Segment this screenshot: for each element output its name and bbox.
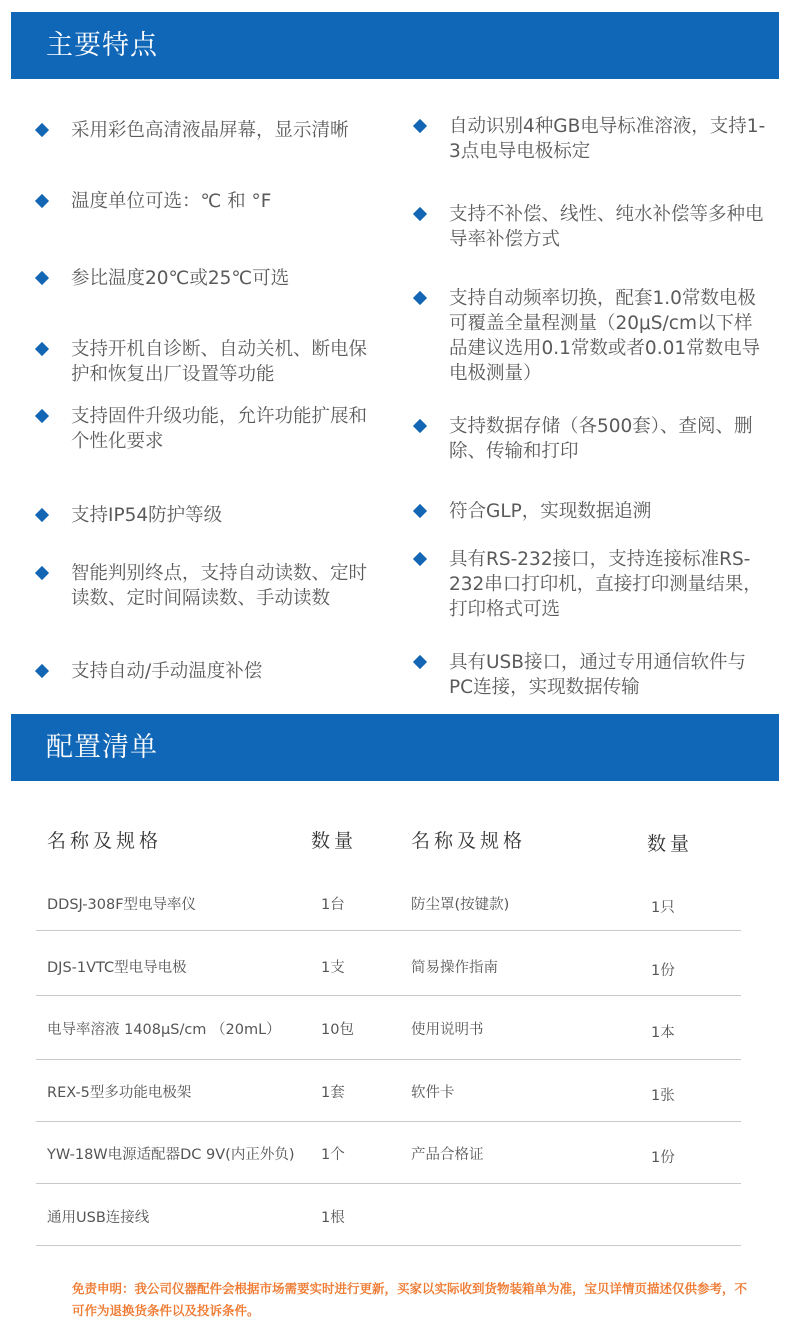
diamond-bullet-icon bbox=[35, 123, 49, 137]
diamond-bullet-icon bbox=[413, 504, 427, 518]
row-divider bbox=[36, 930, 741, 931]
feature-text: 自动识别4种GB电导标准溶液，支持1-3点电导电极标定 bbox=[449, 116, 766, 162]
diamond-bullet-icon bbox=[413, 291, 427, 305]
feature-text: 智能判别终点，支持自动读数、定时读数、定时间隔读数、手动读数 bbox=[71, 563, 368, 609]
table-cell-qty: 1本 bbox=[651, 1025, 675, 1041]
diamond-bullet-icon bbox=[413, 207, 427, 221]
table-cell-name: REX-5型多功能电极架 bbox=[47, 1085, 192, 1101]
header-name-left: 名称及规格 bbox=[47, 830, 163, 852]
feature-text: 温度单位可选：℃ 和 °F bbox=[71, 191, 272, 212]
diamond-bullet-icon bbox=[35, 271, 49, 285]
config-title: 配置清单 bbox=[46, 732, 158, 763]
feature-text: 具有USB接口，通过专用通信软件与PC连接，实现数据传输 bbox=[449, 652, 746, 698]
table-cell-name: 使用说明书 bbox=[411, 1022, 484, 1038]
feature-text: 支持自动/手动温度补偿 bbox=[71, 661, 263, 682]
diamond-bullet-icon bbox=[413, 655, 427, 669]
table-cell-qty: 1份 bbox=[651, 1150, 675, 1166]
table-cell-qty: 1套 bbox=[321, 1085, 345, 1101]
row-divider bbox=[36, 1245, 741, 1246]
table-cell-qty: 1台 bbox=[321, 897, 345, 913]
diamond-bullet-icon bbox=[35, 194, 49, 208]
diamond-bullet-icon bbox=[35, 409, 49, 423]
features-title: 主要特点 bbox=[46, 30, 158, 61]
feature-text: 符合GLP，实现数据追溯 bbox=[449, 501, 652, 522]
feature-text: 支持IP54防护等级 bbox=[71, 505, 223, 526]
diamond-bullet-icon bbox=[35, 664, 49, 678]
row-divider bbox=[36, 1059, 741, 1060]
diamond-bullet-icon bbox=[413, 552, 427, 566]
table-cell-name: 简易操作指南 bbox=[411, 960, 498, 976]
table-cell-qty: 1份 bbox=[651, 963, 675, 979]
feature-text: 采用彩色高清液晶屏幕，显示清晰 bbox=[71, 120, 349, 141]
feature-text: 具有RS-232接口，支持连接标准RS-232串口打印机，直接打印测量结果，打印格式可选 bbox=[449, 549, 762, 620]
header-name-right: 名称及规格 bbox=[411, 830, 527, 852]
diamond-bullet-icon bbox=[413, 419, 427, 433]
table-cell-name: 产品合格证 bbox=[411, 1147, 484, 1163]
diamond-bullet-icon bbox=[35, 342, 49, 356]
diamond-bullet-icon bbox=[35, 508, 49, 522]
feature-text: 支持不补偿、线性、纯水补偿等多种电导率补偿方式 bbox=[449, 204, 764, 250]
table-cell-name: 通用USB连接线 bbox=[47, 1210, 150, 1226]
table-cell-qty: 1个 bbox=[321, 1147, 345, 1163]
feature-text: 参比温度20℃或25℃可选 bbox=[71, 268, 290, 289]
table-cell-name: DDSJ-308F型电导率仪 bbox=[47, 897, 197, 913]
table-cell-qty: 10包 bbox=[321, 1022, 354, 1038]
feature-text: 支持自动频率切换，配套1.0常数电极可覆盖全量程测量（20μS/cm以下样品建议选用0.1常数或者0.01常数电导电极测量） bbox=[449, 288, 761, 384]
header-qty-right: 数量 bbox=[647, 833, 694, 855]
table-cell-qty: 1张 bbox=[651, 1088, 675, 1104]
table-cell-name: YW-18W电源适配器DC 9V(内正外负) bbox=[47, 1147, 295, 1163]
features-banner bbox=[11, 12, 779, 79]
row-divider bbox=[36, 1183, 741, 1184]
table-cell-qty: 1支 bbox=[321, 960, 345, 976]
disclaimer-text: 免责申明：我公司仪器配件会根据市场需要实时进行更新，买家以实际收到货物装箱单为准，宝贝详情页描述仅供参考，不可作为退换货条件以及投诉条件。 bbox=[72, 1281, 748, 1318]
config-banner bbox=[11, 714, 779, 781]
table-cell-name: 防尘罩(按键款) bbox=[411, 897, 510, 913]
feature-text: 支持固件升级功能，允许功能扩展和个性化要求 bbox=[71, 406, 368, 452]
table-cell-name: 电导率溶液 1408μS/cm （20mL） bbox=[47, 1022, 281, 1038]
diamond-bullet-icon bbox=[413, 119, 427, 133]
table-cell-name: 软件卡 bbox=[411, 1085, 455, 1101]
table-cell-qty: 1只 bbox=[651, 900, 675, 916]
diamond-bullet-icon bbox=[35, 566, 49, 580]
table-cell-name: DJS-1VTC型电导电极 bbox=[47, 960, 187, 976]
table-cell-qty: 1根 bbox=[321, 1210, 345, 1226]
header-qty-left: 数量 bbox=[311, 830, 358, 852]
row-divider bbox=[36, 1121, 741, 1122]
feature-text: 支持数据存储（各500套）、查阅、删除、传输和打印 bbox=[449, 416, 753, 462]
row-divider bbox=[36, 995, 741, 996]
feature-text: 支持开机自诊断、自动关机、断电保护和恢复出厂设置等功能 bbox=[71, 339, 368, 385]
